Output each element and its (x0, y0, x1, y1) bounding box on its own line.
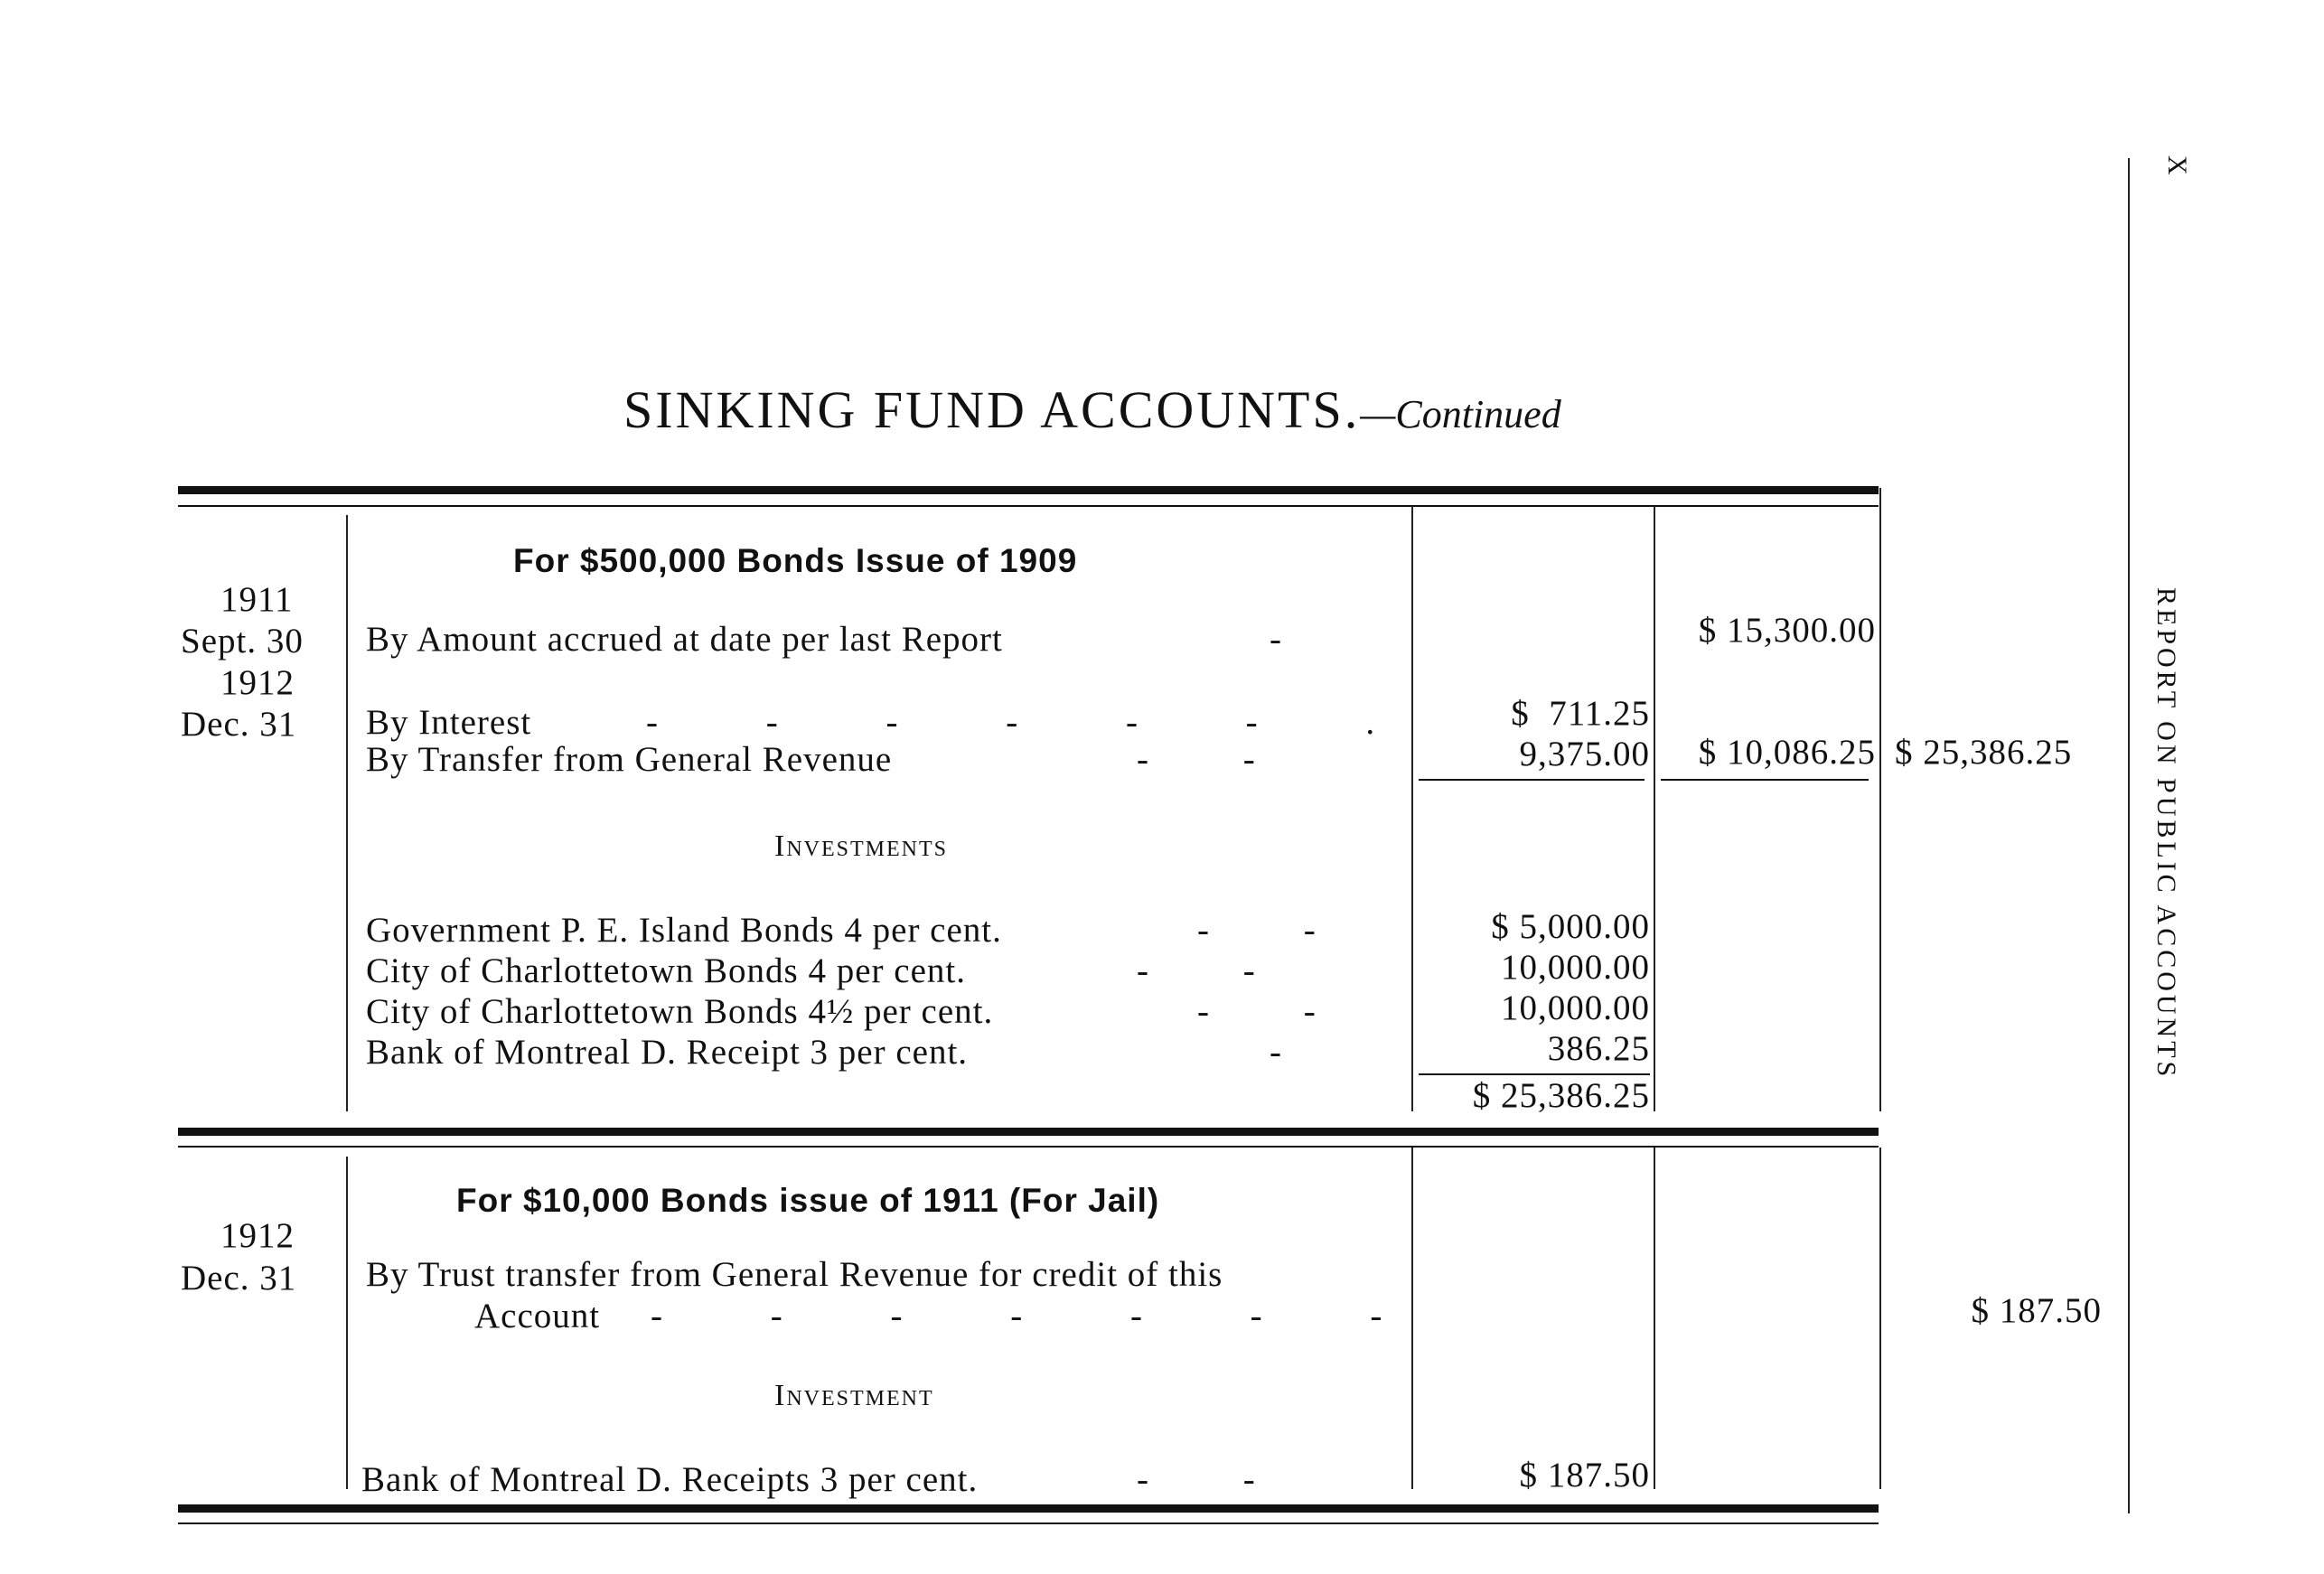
entry-transfer-subtotal: $ 10,086.25 (1698, 733, 1876, 772)
top-rule-thin (178, 505, 1879, 507)
leader-dashes: - - (1197, 911, 1316, 950)
investment-row: City of Charlottetown Bonds 4½ per cent. (366, 992, 994, 1031)
col-divider-4 (1879, 1148, 1881, 1489)
col-divider-2 (1411, 506, 1413, 1111)
date-year-1911: 1911 (220, 580, 294, 619)
leader-dash: - (1270, 1033, 1281, 1072)
top-rule-thick (178, 486, 1879, 494)
date-year-1912: 1912 (220, 663, 295, 702)
leader-dashes: - - (1137, 951, 1255, 990)
investments-total: $ 25,386.25 (1472, 1076, 1650, 1115)
leader-dashes: - - (1197, 992, 1316, 1031)
leader-dashes: - - (1137, 1460, 1255, 1499)
bottom-rule-thin (178, 1522, 1879, 1524)
sidebar-rule (2128, 158, 2130, 1513)
col-divider-4 (1879, 488, 1881, 1111)
entry-amount-accrued: By Amount accrued at date per last Report (366, 620, 1003, 659)
investment-amount: 10,000.00 (1501, 988, 1650, 1027)
date-dec-31: Dec. 31 (181, 705, 297, 744)
investment-heading: Investment (774, 1379, 934, 1412)
entry-amount-accrued-total: $ 15,300.00 (1698, 611, 1876, 650)
entry-grand-total: $ 25,386.25 (1895, 733, 2073, 772)
page-title: SINKING FUND ACCOUNTS.—Continued (623, 380, 1561, 439)
investments-heading: Investments (774, 829, 948, 863)
title-suffix: —Continued (1360, 392, 1561, 436)
investment-amount: $ 5,000.00 (1491, 907, 1650, 946)
investment-amount: $ 187.50 (1519, 1456, 1650, 1494)
leader-dashes: - - (1137, 740, 1255, 779)
col-divider-1 (346, 1157, 348, 1489)
section-rule-thick (178, 1128, 1879, 1136)
entry-interest: By Interest (366, 703, 532, 742)
side-header: REPORT ON PUBLIC ACCOUNTS (2151, 587, 2181, 1081)
date-sept-30: Sept. 30 (181, 622, 304, 661)
entry-transfer-amount: 9,375.00 (1519, 735, 1650, 773)
entry-trust-transfer: By Trust transfer from General Revenue for credit of this (366, 1255, 1223, 1294)
col-divider-3 (1654, 1148, 1655, 1489)
subtotal-rule (1661, 779, 1869, 781)
section1-heading: For $500,000 Bonds Issue of 1909 (513, 542, 1078, 579)
page-number: X (2162, 155, 2192, 175)
subtotal-rule (1419, 779, 1645, 781)
date-year-1912: 1912 (220, 1216, 295, 1255)
entry-transfer: By Transfer from General Revenue (366, 740, 893, 779)
bottom-rule-thick (178, 1504, 1879, 1513)
col-divider-1 (346, 515, 348, 1111)
investment-row: Government P. E. Island Bonds 4 per cent. (366, 911, 1002, 950)
section-rule-thin (178, 1146, 1879, 1148)
investment-row: Bank of Montreal D. Receipts 3 per cent. (361, 1460, 979, 1499)
col-divider-3 (1654, 506, 1655, 1111)
date-dec-31: Dec. 31 (181, 1259, 297, 1298)
entry-trust-transfer-account: Account (474, 1297, 601, 1335)
investment-amount: 386.25 (1547, 1029, 1650, 1068)
leader-dashes: - - - - - - . (646, 703, 1375, 742)
investment-row: Bank of Montreal D. Receipt 3 per cent. (366, 1033, 969, 1072)
col-divider-2 (1411, 1148, 1413, 1489)
investment-amount: 10,000.00 (1501, 948, 1650, 987)
leader-dashes: - - - - - - - (651, 1297, 1382, 1335)
entry-interest-amount: $ 711.25 (1511, 694, 1650, 733)
investment-row: City of Charlottetown Bonds 4 per cent. (366, 951, 966, 990)
leader-dash: - (1270, 620, 1281, 659)
entry-trust-total: $ 187.50 (1971, 1291, 2102, 1330)
section2-heading: For $10,000 Bonds issue of 1911 (For Jail) (456, 1182, 1160, 1219)
